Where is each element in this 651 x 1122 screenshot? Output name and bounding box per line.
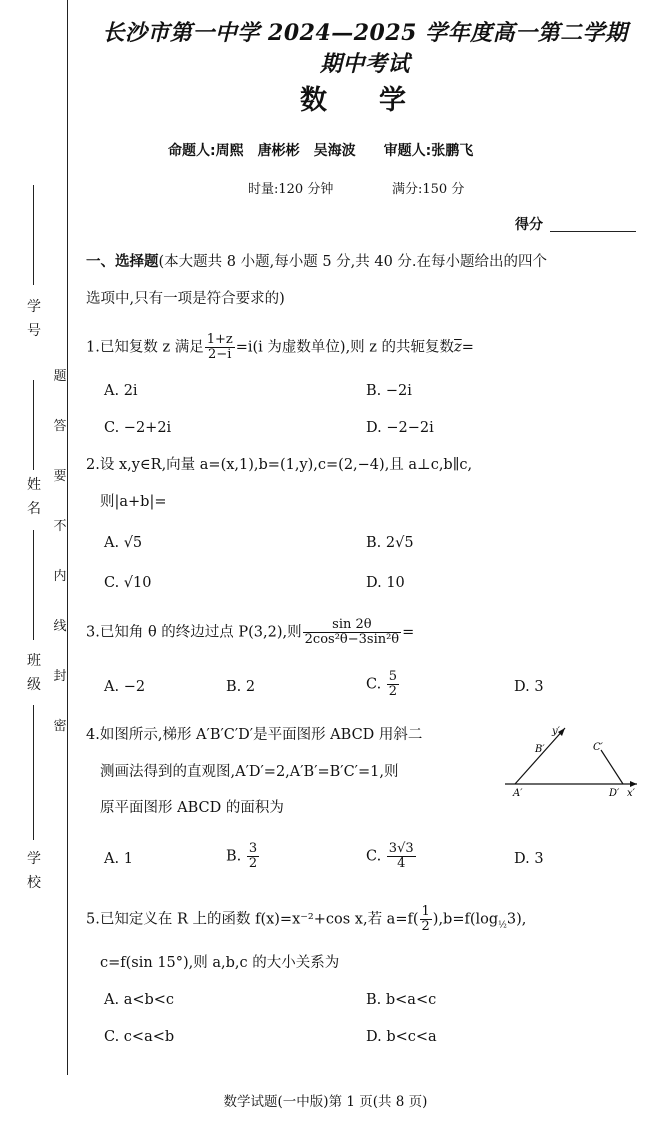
svg-text:y′: y′: [552, 726, 560, 737]
question-4-line3: 原平面图形 ABCD 的面积为: [100, 800, 284, 816]
q5-option-c: C. c<a<b: [104, 1029, 175, 1045]
q3-option-c: C. $\frac{5}{2}$: [366, 669, 398, 699]
q2-option-a: A. √5: [104, 535, 143, 551]
svg-text:A′: A′: [513, 788, 523, 799]
school-blank-line: [33, 705, 34, 840]
svg-text:B′: B′: [535, 744, 545, 755]
q3-option-d: D. 3: [514, 679, 544, 695]
exam-title: 长沙市第一中学 2024—2025 学年度高一第二学期期中考试: [102, 20, 628, 77]
school-label: 学 校: [27, 851, 41, 891]
svg-text:x′: x′: [627, 788, 635, 799]
svg-text:D′: D′: [609, 788, 620, 799]
page-footer: 数学试题(一中版)第 1 页(共 8 页): [223, 1094, 428, 1110]
q4-option-d: D. 3: [514, 851, 544, 867]
name-blank-line: [33, 380, 34, 470]
student-no-label: 学 号: [27, 299, 41, 339]
oblique-trapezoid-figure: [503, 722, 643, 802]
question-2: 2.设 x,y∈R,向量 a=(x,1),b=(1,y),c=(2,−4),且 a⊥c,b∥c,: [86, 457, 473, 473]
q1-option-b: B. −2i: [366, 383, 412, 399]
q1-option-a: A. 2i: [104, 383, 138, 399]
section-heading: 一、选择题(本大题共 8 小题,每小题 5 分,共 40 分.在每小题给出的四个: [86, 254, 548, 270]
question-4-line2: 测画法得到的直观图,A′D′=2,A′B′=B′C′=1,则: [100, 764, 399, 780]
q3-option-b: B. 2: [226, 679, 256, 695]
q5-option-d: D. b<c<a: [366, 1029, 437, 1045]
class-label: 班 级: [27, 653, 41, 693]
question-4: 4.如图所示,梯形 A′B′C′D′是平面图形 ABCD 用斜二: [86, 727, 423, 743]
q4-option-a: A. 1: [104, 851, 133, 867]
question-5: 5.已知定义在 R 上的函数 f(x)=x⁻²+cos x,若 a=f( $\frac{1}{2}$ )$,b=f(\log_{\frac{1}{2}}3)$,: [86, 904, 527, 934]
score-label: 得分: [515, 217, 543, 233]
q4-option-c: C. $\frac{3√3}{4}$: [366, 841, 414, 871]
seal-notice: 题 答 要 不 内 线 封 密: [53, 369, 67, 734]
q5-option-b: B. b<a<c: [366, 992, 437, 1008]
question-1: 1.已知复数 z 满足 $\frac{1+z}{2-i}$ =i(i 为虚数单位),则 z 的共轭复数$\overline{z}=$: [86, 332, 474, 362]
q3-option-a: A. −2: [104, 679, 146, 695]
full-score: 满分:150 分: [392, 182, 465, 197]
class-blank-line: [33, 530, 34, 640]
exam-time: 时量:120 分钟: [248, 182, 334, 197]
q2-option-b: B. 2√5: [366, 535, 414, 551]
q2-option-c: C. √10: [104, 575, 152, 591]
name-label: 姓 名: [27, 477, 41, 517]
question-2-line2: 则|a+b|=: [100, 494, 167, 510]
q4-option-b: B. $\frac{3}{2}$: [226, 841, 258, 871]
score-blank: [550, 231, 636, 232]
q1-option-d: D. −2−2i: [366, 420, 434, 436]
q3-fraction: $\frac{\sin 2\theta}{\text{2cos²θ−3sin²θ}}$: [304, 617, 400, 647]
q1-option-c: C. −2+2i: [104, 420, 172, 436]
student-no-blank-line: [33, 185, 34, 285]
q1-fraction: $\frac{1+z}{2-i}$: [206, 332, 233, 362]
q5-option-a: A. a<b<c: [104, 992, 175, 1008]
section-desc-2: 选项中,只有一项是符合要求的): [86, 291, 285, 307]
svg-text:C′: C′: [593, 742, 603, 753]
question-5-line2: c=f(sin 15°),则 a,b,c 的大小关系为: [100, 955, 340, 971]
subject-title: 数 学: [300, 85, 406, 116]
question-3: 3.已知角 θ 的终边过点 P(3,2),则 $\frac{\sin 2\theta}{\text{2cos²θ−3sin²θ}}$ =: [86, 617, 415, 647]
authors-line: 命题人:周熙 唐彬彬 吴海波 审题人:张鹏飞: [168, 143, 474, 159]
q2-option-d: D. 10: [366, 575, 405, 591]
